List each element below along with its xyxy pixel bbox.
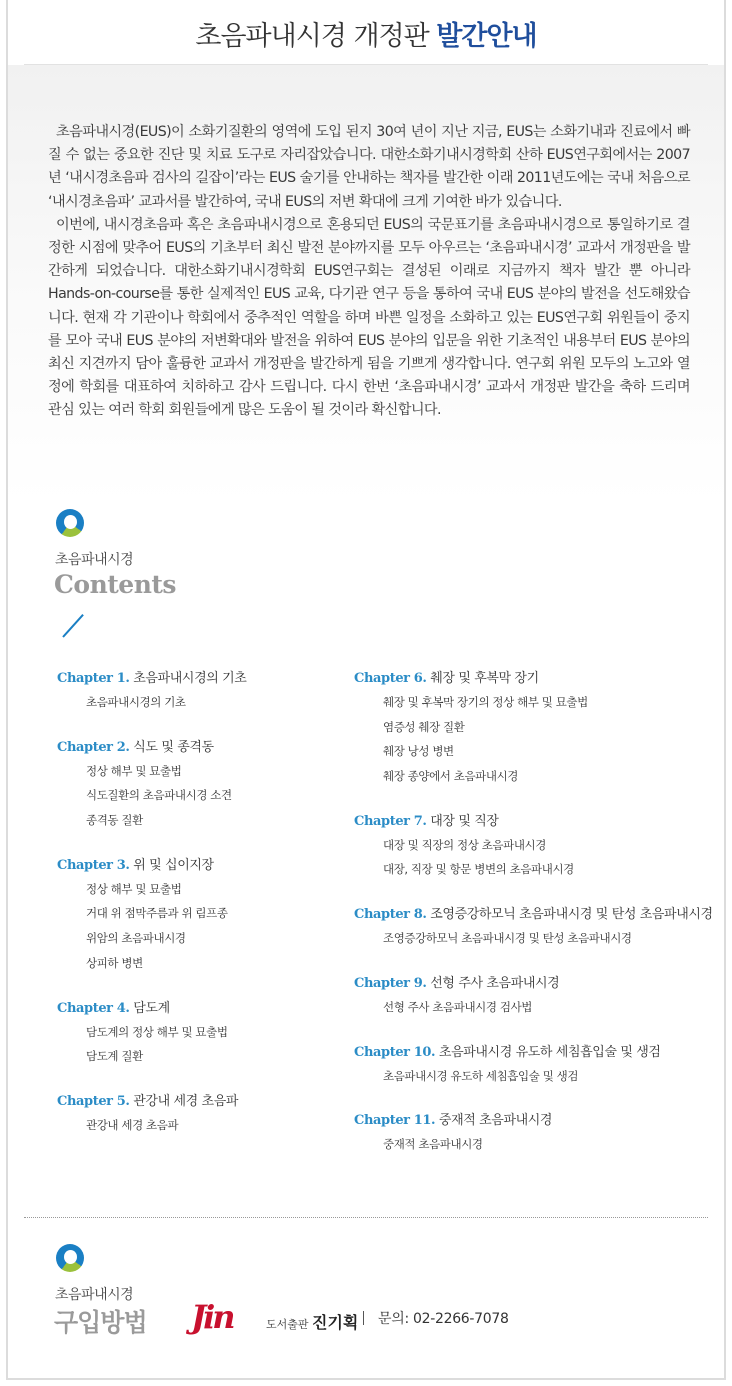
society-logo-icon <box>56 1244 84 1272</box>
chapter-block <box>354 973 724 1020</box>
chapter-number: Chapter 9. <box>354 975 427 991</box>
chapter-title: 초음파내시경 유도하 세침흡입술 및 생검 <box>435 1044 661 1060</box>
chapter-items <box>354 1132 724 1157</box>
chapter-heading <box>354 1042 724 1064</box>
chapter-item: 조영증강하모닉 초음파내시경 및 탄성 초음파내시경 <box>383 931 632 946</box>
chapter-item: 식도질환의 초음파내시경 소견 <box>86 788 232 803</box>
chapter-block <box>354 1042 724 1089</box>
contact-phone: 문의: 02-2266-7078 <box>378 1311 509 1327</box>
chapter-heading <box>354 973 724 995</box>
chapter-number: Chapter 4. <box>57 1000 130 1016</box>
chapter-number: Chapter 3. <box>57 857 130 873</box>
chapter-block <box>354 668 724 789</box>
chapter-item: 정상 해부 및 묘출법 <box>86 763 182 778</box>
chapter-title: 식도 및 종격동 <box>129 739 214 755</box>
chapter-item: 초음파내시경의 기초 <box>86 695 186 709</box>
chapter-heading <box>354 668 724 690</box>
chapter-items <box>354 926 724 951</box>
chapters-right-column <box>354 668 724 1179</box>
chapter-item: 췌장 낭성 병변 <box>383 744 454 759</box>
contact-separator <box>363 1311 364 1325</box>
chapter-number: Chapter 7. <box>354 813 427 829</box>
chapter-title: 초음파내시경의 기초 <box>129 671 247 686</box>
chapter-item: 초음파내시경 유도하 세침흡입술 및 생검 <box>383 1068 579 1083</box>
chapter-item: 담도계 질환 <box>86 1049 143 1064</box>
publisher-logo: Jin <box>191 1298 233 1336</box>
purchase-title: 구입방법 <box>54 1308 147 1337</box>
chapter-items <box>354 690 724 789</box>
chapter-item: 선형 주사 초음파내시경 검사법 <box>383 999 532 1014</box>
page-header <box>8 0 724 70</box>
chapter-item: 정상 해부 및 묘출법 <box>86 881 182 896</box>
slash-decoration-icon <box>62 614 84 638</box>
chapter-number: Chapter 5. <box>57 1093 130 1109</box>
publisher-name: 진기획 <box>312 1313 359 1332</box>
page-title <box>8 14 724 53</box>
chapter-items <box>354 833 724 882</box>
chapter-title: 선형 주사 초음파내시경 <box>426 975 560 991</box>
chapter-number: Chapter 8. <box>354 907 427 923</box>
intro-paragraph-1: 초음파내시경(EUS)이 소화기질환의 영역에 도입 된지 30여 년이 지난 지금, EUS는 소화기내과 진료에서 빠질 수 없는 중요한 진단 및 치료 도구로 자리잡았습니다. 대한소화기내시경학회 산하 EUS연구회에서는 2007년 ‘내시경초음파 검사의 길잡이’라는 EUS 술기를 안내하는 책자를 발간한 이래 2011년도에는 국내 처음으로 ‘내시경초음파’ 교과서를 발간하여, 국내 EUS의 저변 확대에 크게 기여한 바가 있습니다. <box>48 124 690 210</box>
publisher-label <box>266 1310 358 1333</box>
chapter-title: 위 및 십이지장 <box>129 857 214 873</box>
society-logo-icon <box>56 509 84 537</box>
chapter-block <box>354 1110 724 1157</box>
chapter-item: 관강내 세경 초음파 <box>86 1117 179 1132</box>
chapter-item: 상피하 병변 <box>86 955 143 970</box>
intro-paragraph-2: 이번에, 내시경초음파 혹은 초음파내시경으로 혼용되던 EUS의 국문표기를 초음파내시경으로 통일하기로 결정한 시점에 맞추어 EUS의 기초부터 최신 발전 분야까지를 모두 아우르는 ‘초음파내시경’ 교과서 개정판을 발간하게 되었습니다. 대한소화기내시경학회 EUS연구회는 결성된 이래로 지금까지 책자 발간 뿐 아니라 Hands-on-course를 통한 실제적인 EUS 교육, 다기관 연구 등을 통하여 국내 EUS 분야의 발전을 선도해왔습니다. 현재 각 기관이나 학회에서 중추적인 역할을 하며 바쁜 일정을 소화하고 있는 EUS연구회 위원들이 중지를 모아 국내 EUS 분야의 저변확대와 발전을 위하여 EUS 분야의 입문을 위한 기초적인 내용부터 EUS 분야의 최신 지견까지 담아 훌륭한 교과서 개정판을 발간하게 됨을 기쁘게 생각합니다. 연구회 위원 모두의 노고와 열정에 학회를 대표하여 치하하고 감사 드립니다. 다시 한번 ‘초음파내시경’ 교과서 개정판 발간을 축하 드리며 관심 있는 여러 학회 회원들에게 많은 도움이 될 것이라 확신합니다. <box>48 216 690 419</box>
chapter-number: Chapter 6. <box>354 671 427 686</box>
chapter-item: 담도계의 정상 해부 및 묘출법 <box>86 1024 228 1039</box>
chapter-title: 중재적 초음파내시경 <box>435 1113 553 1129</box>
chapter-block <box>354 904 724 951</box>
title-highlight: 발간안내 <box>436 21 537 52</box>
chapter-heading <box>354 1110 724 1132</box>
chapter-heading <box>354 811 724 833</box>
chapter-item: 위암의 초음파내시경 <box>86 931 186 946</box>
chapter-item: 췌장 종양에서 초음파내시경 <box>383 769 519 784</box>
section-divider <box>24 1217 708 1218</box>
contents-subtitle: 초음파내시경 <box>55 552 134 568</box>
chapter-title: 대장 및 직장 <box>426 813 499 829</box>
publisher-prefix: 도서출판 <box>266 1318 313 1331</box>
intro-text <box>48 121 690 423</box>
chapter-block <box>354 811 724 882</box>
chapter-title: 관강내 세경 초음파 <box>129 1093 239 1109</box>
chapter-item: 염증성 췌장 질환 <box>383 719 465 734</box>
chapter-item: 췌장 및 후복막 장기의 정상 해부 및 묘출법 <box>383 695 588 709</box>
chapter-items <box>354 1064 724 1089</box>
chapter-number: Chapter 1. <box>57 671 130 686</box>
chapter-item: 거대 위 점막주름과 위 림프종 <box>86 906 228 921</box>
chapter-items <box>354 995 724 1020</box>
chapter-item: 대장, 직장 및 항문 병변의 초음파내시경 <box>383 862 574 877</box>
chapter-number: Chapter 10. <box>354 1044 436 1060</box>
chapter-item: 종격동 질환 <box>86 813 143 828</box>
page-frame <box>6 0 726 1380</box>
title-main: 초음파내시경 개정판 <box>195 21 437 52</box>
chapter-item: 대장 및 직장의 정상 초음파내시경 <box>383 837 546 852</box>
chapter-number: Chapter 11. <box>354 1113 436 1129</box>
contents-title: Contents <box>54 570 177 599</box>
chapter-number: Chapter 2. <box>57 739 130 755</box>
chapter-title: 췌장 및 후복막 장기 <box>426 671 539 686</box>
chapter-item: 중재적 초음파내시경 <box>383 1137 483 1152</box>
purchase-subtitle: 초음파내시경 <box>55 1287 134 1303</box>
chapter-title: 조영증강하모닉 초음파내시경 및 탄성 초음파내시경 <box>426 907 713 923</box>
chapter-heading <box>354 904 724 926</box>
chapter-title: 담도계 <box>129 1000 170 1016</box>
